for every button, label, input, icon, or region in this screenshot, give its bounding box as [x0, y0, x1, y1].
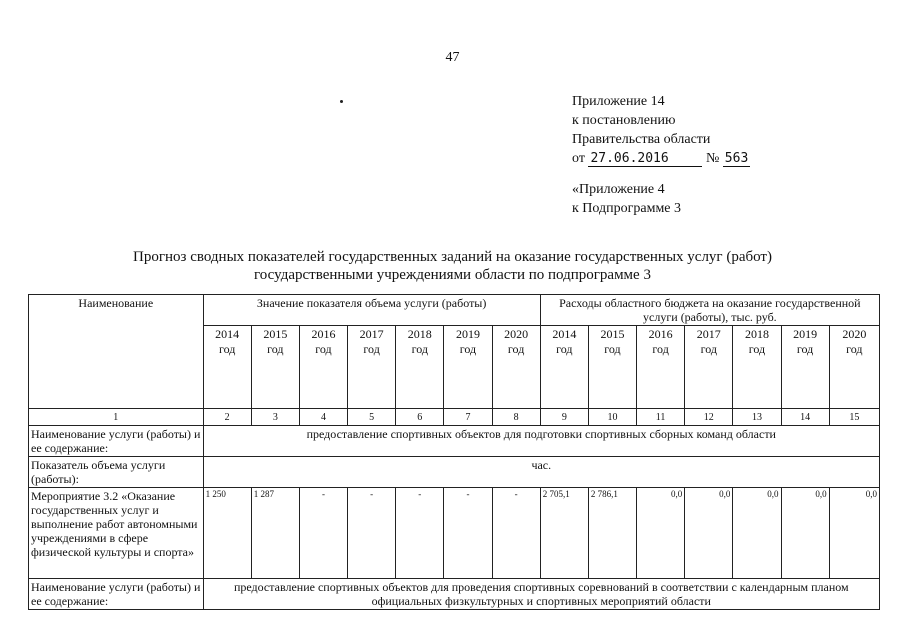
row4-label: Наименование услуги (работы) и ее содержание: [29, 579, 204, 610]
column-number-cell: 14 [781, 409, 829, 426]
row3-value-cell: - [348, 488, 396, 579]
year-header-cell [396, 326, 444, 409]
row3-value-cell: 0,0 [637, 488, 685, 579]
year-word: год [363, 342, 380, 356]
header-name: Наименование [29, 295, 204, 409]
year-value: 2014 [552, 327, 577, 341]
row3-value-cell: - [396, 488, 444, 579]
column-number-cell: 4 [299, 409, 347, 426]
year-value: 2018 [744, 327, 769, 341]
from-label: от [572, 151, 585, 166]
year-word: год [218, 342, 236, 356]
row3-value-cell: 2 786,1 [588, 488, 636, 579]
document-title [0, 248, 905, 284]
year-header-cell [203, 326, 251, 409]
row3-value-cell: 0,0 [733, 488, 781, 579]
scan-speck [340, 100, 343, 103]
column-number-cell: 5 [348, 409, 396, 426]
number-label: № [705, 151, 720, 166]
year-value: 2016 [648, 327, 673, 341]
header-expense-group: Расходы областного бюджета на оказание государственной услуги (работы), тыс. руб. [540, 295, 879, 326]
year-header-cell [299, 326, 347, 409]
year-word: год [507, 342, 525, 356]
row3-value-cell: - [444, 488, 492, 579]
year-value: 2016 [311, 327, 336, 341]
year-header-cell [251, 326, 299, 409]
column-number-cell: 12 [685, 409, 733, 426]
year-header-cell [492, 326, 540, 409]
year-value: 2020 [842, 327, 867, 341]
year-word: год [846, 342, 863, 356]
year-header-cell [781, 326, 829, 409]
title-line-2: государственными учреждениями области по подпрограмме 3 [254, 267, 651, 283]
table-row [29, 488, 880, 579]
column-number-cell: 3 [251, 409, 299, 426]
row1-value: предоставление спортивных объектов для подготовки спортивных сборных команд области [203, 426, 879, 457]
year-word: год [315, 342, 332, 356]
year-value: 2015 [600, 327, 625, 341]
column-number-cell: 9 [540, 409, 588, 426]
year-header-cell [444, 326, 492, 409]
year-word: год [556, 342, 573, 356]
row3-label: Мероприятие 3.2 «Оказание государственных услуг и выполнение работ автономными учреждениями в сфере физической культуры и спорта» [29, 488, 204, 579]
row3-value-cell: 1 287 [251, 488, 299, 579]
row4-value: предоставление спортивных объектов для проведения спортивных соревнований в соответствии с календарным планом официальных физкультурных и спортивных мероприятий области [203, 579, 879, 610]
indicators-table [28, 294, 880, 610]
column-number-cell: 6 [396, 409, 444, 426]
column-number-cell: 8 [492, 409, 540, 426]
column-number-cell: 7 [444, 409, 492, 426]
row3-value-cell: - [492, 488, 540, 579]
row2-value: час. [203, 457, 879, 488]
column-number-cell: 15 [829, 409, 879, 426]
appendix-subheader [572, 180, 681, 218]
appendix-line-1: Приложение 14 [572, 94, 665, 109]
year-value: 2015 [263, 327, 288, 341]
year-word: год [748, 342, 766, 356]
row3-value-cell: 1 250 [203, 488, 251, 579]
page-number: 47 [445, 50, 460, 65]
appendix-header [572, 92, 750, 168]
row3-value-cell: - [299, 488, 347, 579]
year-value: 2020 [504, 327, 529, 341]
column-number-cell: 1 [29, 409, 204, 426]
year-header-cell [348, 326, 396, 409]
year-value: 2017 [696, 327, 721, 341]
row3-value-cell: 2 705,1 [540, 488, 588, 579]
year-header-cell [829, 326, 879, 409]
column-number-cell: 13 [733, 409, 781, 426]
column-number-cell: 2 [203, 409, 251, 426]
column-number-row [29, 409, 880, 426]
title-line-1: Прогноз сводных показателей государственных заданий на оказание государственных услуг (работ) [133, 249, 772, 265]
year-header-cell [588, 326, 636, 409]
row3-value-cell: 0,0 [781, 488, 829, 579]
row3-value-cell: 0,0 [685, 488, 733, 579]
row2-label: Показатель объема услуги (работы): [29, 457, 204, 488]
year-word: год [267, 342, 284, 356]
year-value: 2019 [793, 327, 818, 341]
year-value: 2017 [359, 327, 384, 341]
appendix-date-line [572, 149, 750, 168]
column-number-cell: 10 [588, 409, 636, 426]
year-word: год [459, 342, 477, 356]
appendix2-line-2: к Подпрограмме 3 [572, 201, 682, 216]
year-header-cell [637, 326, 685, 409]
year-word: год [796, 342, 814, 356]
year-value: 2019 [455, 327, 480, 341]
column-number-cell: 11 [637, 409, 685, 426]
year-header-cell [733, 326, 781, 409]
decree-number: 563 [724, 151, 749, 166]
year-header-cell [540, 326, 588, 409]
row3-value-cell: 0,0 [829, 488, 879, 579]
year-word: год [700, 342, 717, 356]
header-volume-group: Значение показателя объема услуги (работы) [203, 295, 540, 326]
year-word: год [652, 342, 669, 356]
appendix2-line-1: «Приложение 4 [572, 182, 665, 197]
year-word: год [604, 342, 621, 356]
year-word: год [411, 342, 428, 356]
appendix-line-3: Правительства области [572, 132, 711, 147]
appendix-line-2: к постановлению [572, 113, 676, 128]
year-header-cell [685, 326, 733, 409]
year-value: 2014 [215, 327, 240, 341]
decree-date: 27.06.2016 [588, 151, 702, 167]
year-value: 2018 [407, 327, 432, 341]
row1-label: Наименование услуги (работы) и ее содержание: [29, 426, 204, 457]
